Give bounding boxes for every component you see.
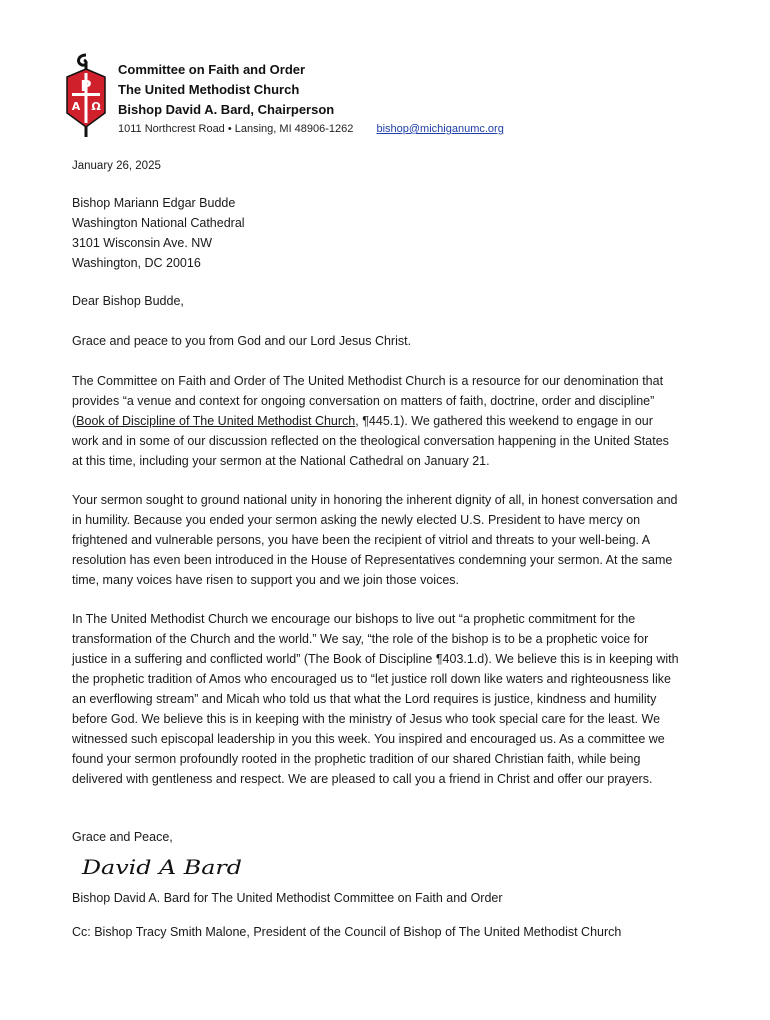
letterhead-address: 1011 Northcrest Road • Lansing, MI 48906-1262 xyxy=(118,123,354,135)
signature-text: David A Bard xyxy=(80,855,243,879)
letterhead-bishop: Bishop David A. Bard, Chairperson xyxy=(118,102,335,117)
email-link[interactable]: bishop@michiganumc.org xyxy=(376,123,504,135)
letterhead xyxy=(118,60,504,138)
paragraph-greeting: Grace and peace to you from God and our Lord Jesus Christ. xyxy=(72,334,412,348)
paragraph-prophetic: In The United Methodist Church we encourage our bishops to live out “a prophetic commitment for the transformation of the Church and the world.” We say, “the role of the bishop is to be a prophetic voice for justice in a suffering and conflicted world” (The Book of Discipline ¶403.1.d). We believe this is in keeping with the prophetic tradition of Amos who encouraged us to “let justice roll down like waters and righteousness like an everflowing stream” and Micah who told us that what the Lord requires is justice, kindness and humility before God. We believe this is in keeping with the ministry of Jesus who took special care for the least. We witnessed such episcopal leadership in you this week. You inspired and encouraged us. As a committee we found your sermon profoundly rooted in the prophetic tradition of our shared Christian faith, while being delivered with gentleness and respect. We are pleased to call you a friend in Christ and offer our prayers. xyxy=(72,612,679,786)
recipient-org: Washington National Cathedral xyxy=(72,216,245,230)
letter-date: January 26, 2025 xyxy=(72,160,161,172)
logo-letter-omega: Ω xyxy=(91,100,101,113)
signature-line: Bishop David A. Bard for The United Methodist Committee on Faith and Order xyxy=(72,891,503,905)
logo-letter-alpha: A xyxy=(71,100,81,113)
handwritten-signature xyxy=(80,852,250,882)
recipient-street: 3101 Wisconsin Ave. NW xyxy=(72,236,213,250)
church-emblem-logo xyxy=(64,53,108,139)
closing: Grace and Peace, xyxy=(72,830,173,844)
paragraph-committee-part-b: , ¶445.1). We gathered this weekend to engage in our work and in some of our discussion reflected on the theological conversation happening in the United States at this time, including your sermon at the National Cathedral on January 21. xyxy=(72,414,669,468)
recipient-name: Bishop Mariann Edgar Budde xyxy=(72,196,236,210)
paragraph-sermon: Your sermon sought to ground national unity in honoring the inherent dignity of all, in honest conversation and in humility. Because you ended your sermon asking the newly elected U.S. President to have mercy on frightened and vulnerable persons, you have been the recipient of vitriol and threats to your well-being. A resolution has even been introduced in the House of Representatives condemning your sermon. At the same time, many voices have risen to support you and we join those voices. xyxy=(72,493,678,587)
paragraph-committee-part-a: The Committee on Faith and Order of The United Methodist Church is a resource for our denomination that provides “a venue and context for ongoing conversation on matters of faith, doctrine, order and discipline” ( xyxy=(72,374,664,428)
letterhead-church: The United Methodist Church xyxy=(118,82,300,97)
recipient-city: Washington, DC 20016 xyxy=(72,256,201,270)
recipient-address xyxy=(72,193,682,273)
letterhead-org: Committee on Faith and Order xyxy=(118,62,306,77)
logo-letter-p: P xyxy=(80,77,92,95)
paragraph-committee xyxy=(72,371,682,471)
cc-line: Cc: Bishop Tracy Smith Malone, President of the Council of Bishop of The United Methodist Church xyxy=(72,925,622,939)
salutation: Dear Bishop Budde, xyxy=(72,294,184,308)
book-of-discipline-title: Book of Discipline of The United Methodist Church xyxy=(76,414,356,428)
letterhead-address-line xyxy=(118,120,504,138)
